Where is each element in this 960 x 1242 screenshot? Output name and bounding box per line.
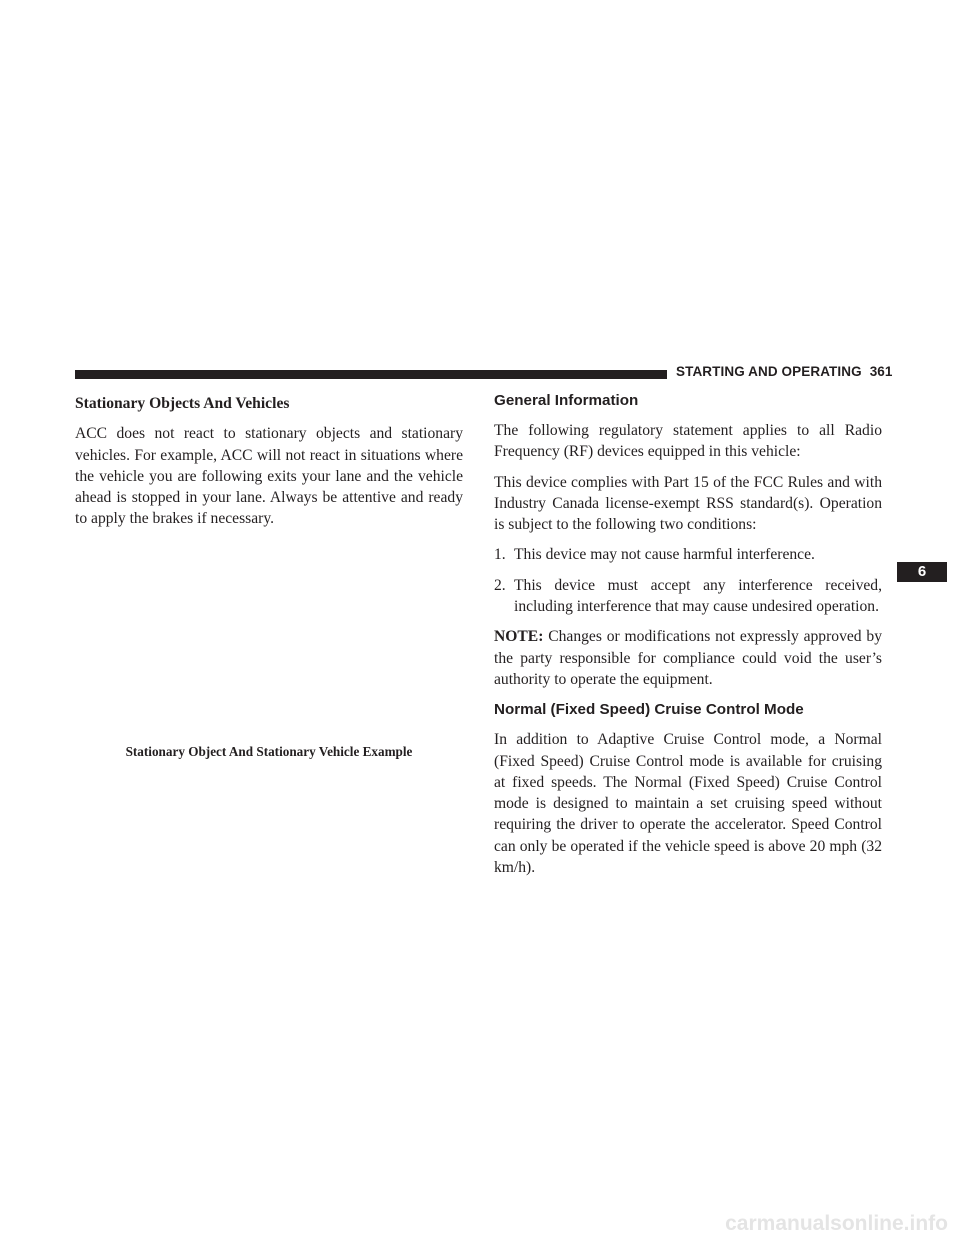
note-text: Changes or modifications not expressly approved by the party responsible for compliance could void the user’s authority to operate the equipment. <box>494 628 882 688</box>
list-number: 1. <box>494 546 506 564</box>
cruise-control-heading: Normal (Fixed Speed) Cruise Control Mode <box>494 701 804 719</box>
chapter-tab: 6 <box>897 562 947 582</box>
left-heading: Stationary Objects And Vehicles <box>75 395 290 412</box>
note-label: NOTE: <box>494 628 544 646</box>
header-rule <box>75 370 667 379</box>
paragraph-rf-statement: The following regulatory statement applies to all Radio Frequency (RF) devices equipped in this vehicle: <box>494 422 882 461</box>
paragraph-fcc-compliance: This device complies with Part 15 of the FCC Rules and with Industry Canada license-exempt RSS standard(s). Operation is subject to the following two conditions: <box>494 473 882 534</box>
note-paragraph <box>494 626 882 690</box>
general-information-heading: General Information <box>494 392 639 409</box>
watermark: carmanualsonline.info <box>725 1212 948 1235</box>
right-column <box>494 390 882 887</box>
section-title: STARTING AND OPERATING <box>676 364 862 379</box>
list-item <box>494 544 882 565</box>
figure-placeholder <box>75 525 463 735</box>
left-column <box>75 390 463 539</box>
figure-caption: Stationary Object And Stationary Vehicle Example <box>125 744 413 759</box>
page-number: 361 <box>869 364 893 379</box>
left-paragraph: ACC does not react to stationary objects and stationary vehicles. For example, ACC will not react in situations where the vehicle you are following exits your lane and the vehicle ahead is stopped in your lane. Always be attentive and ready to apply the brakes if necessary. <box>75 425 463 528</box>
paragraph-cruise-control: In addition to Adaptive Cruise Control mode, a Normal (Fixed Speed) Cruise Control mode is available for cruising at fixed speeds. The Normal (Fixed Speed) Cruise Control mode is designed to maintain a set cruising speed without requiring the driver to operate the accelerator. Speed Control can only be operated if the vehicle speed is above 20 mph (32 km/h). <box>494 731 882 877</box>
list-number: 2. <box>494 576 506 594</box>
running-header <box>676 364 893 379</box>
list-item <box>494 575 882 618</box>
list-text: This device may not cause harmful interference. <box>514 546 815 564</box>
list-text: This device must accept any interference received, including interference that may cause undesired operation. <box>514 576 882 616</box>
